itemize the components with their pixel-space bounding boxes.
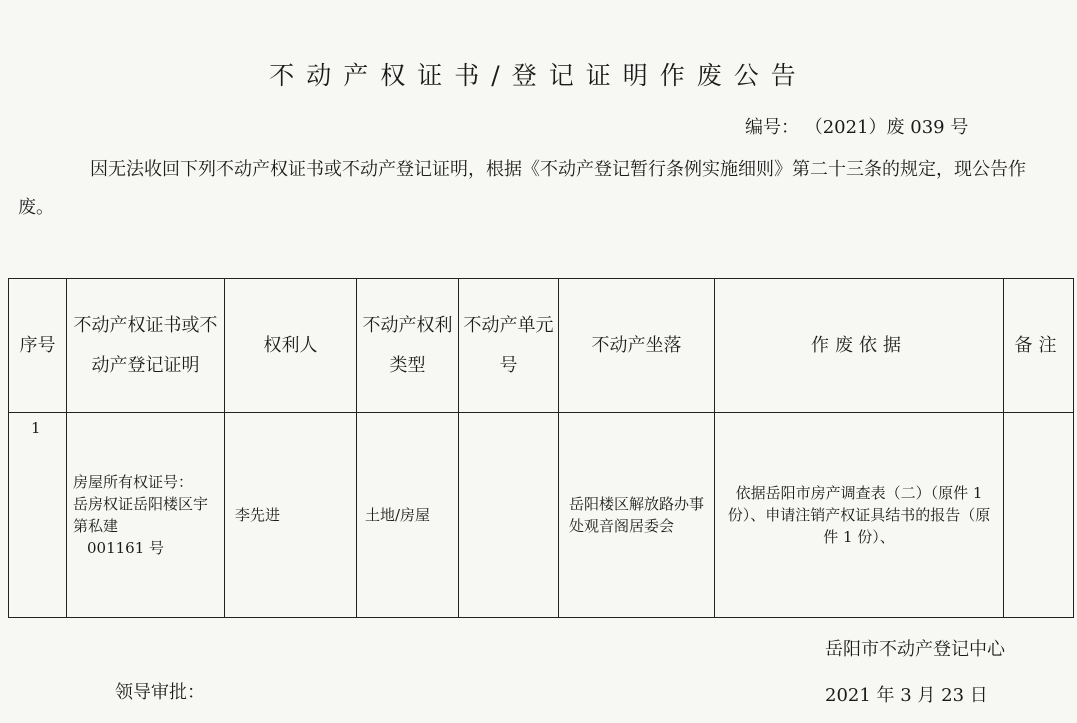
header-seq: 序号 [9, 279, 67, 413]
row-owner: 李先进 [225, 413, 357, 618]
row-certificate [67, 413, 225, 618]
certificate-number: 001161 号 [87, 539, 165, 557]
header-right-type: 不动产权利类型 [357, 279, 459, 413]
notice-title: 不动产权证书/登记证明作废公告 [269, 61, 808, 90]
notice-body: 因无法收回下列不动产权证书或不动产登记证明，根据《不动产登记暂行条例实施细则》第二十三条的规定，现公告作废。 [18, 159, 1026, 218]
row-right-type: 土地/房屋 [357, 413, 459, 618]
header-unit-number: 不动产单元号 [459, 279, 559, 413]
row-location: 岳阳楼区解放路办事处观音阁居委会 [559, 413, 715, 618]
certificate-label: 房屋所有权证号： [73, 473, 194, 491]
table-row [9, 413, 1074, 618]
header-certificate: 不动产权证书或不动产登记证明 [67, 279, 225, 413]
row-remark [1004, 413, 1074, 618]
issuing-organization: 岳阳市不动产登记中心 [825, 639, 1005, 660]
header-owner: 权利人 [225, 279, 357, 413]
header-remark: 备注 [1004, 279, 1074, 413]
certificate-number-prefix: 岳房权证岳阳楼区宇第私建 [73, 495, 209, 535]
leader-approval-label: 领导审批： [115, 682, 205, 703]
table-header-row [9, 279, 1074, 413]
row-unit-number [459, 413, 559, 618]
document-number: 编号： （2021）废 039 号 [745, 117, 969, 138]
row-seq: 1 [9, 413, 67, 618]
row-basis: 依据岳阳市房产调查表（二）（原件 1 份）、申请注销产权证具结书的报告（原件 1 份）、 [715, 413, 1004, 618]
header-location: 不动产坐落 [559, 279, 715, 413]
void-certificate-table [8, 278, 1074, 618]
header-basis: 作废依据 [715, 279, 1004, 413]
issue-date: 2021 年 3 月 23 日 [825, 685, 988, 706]
